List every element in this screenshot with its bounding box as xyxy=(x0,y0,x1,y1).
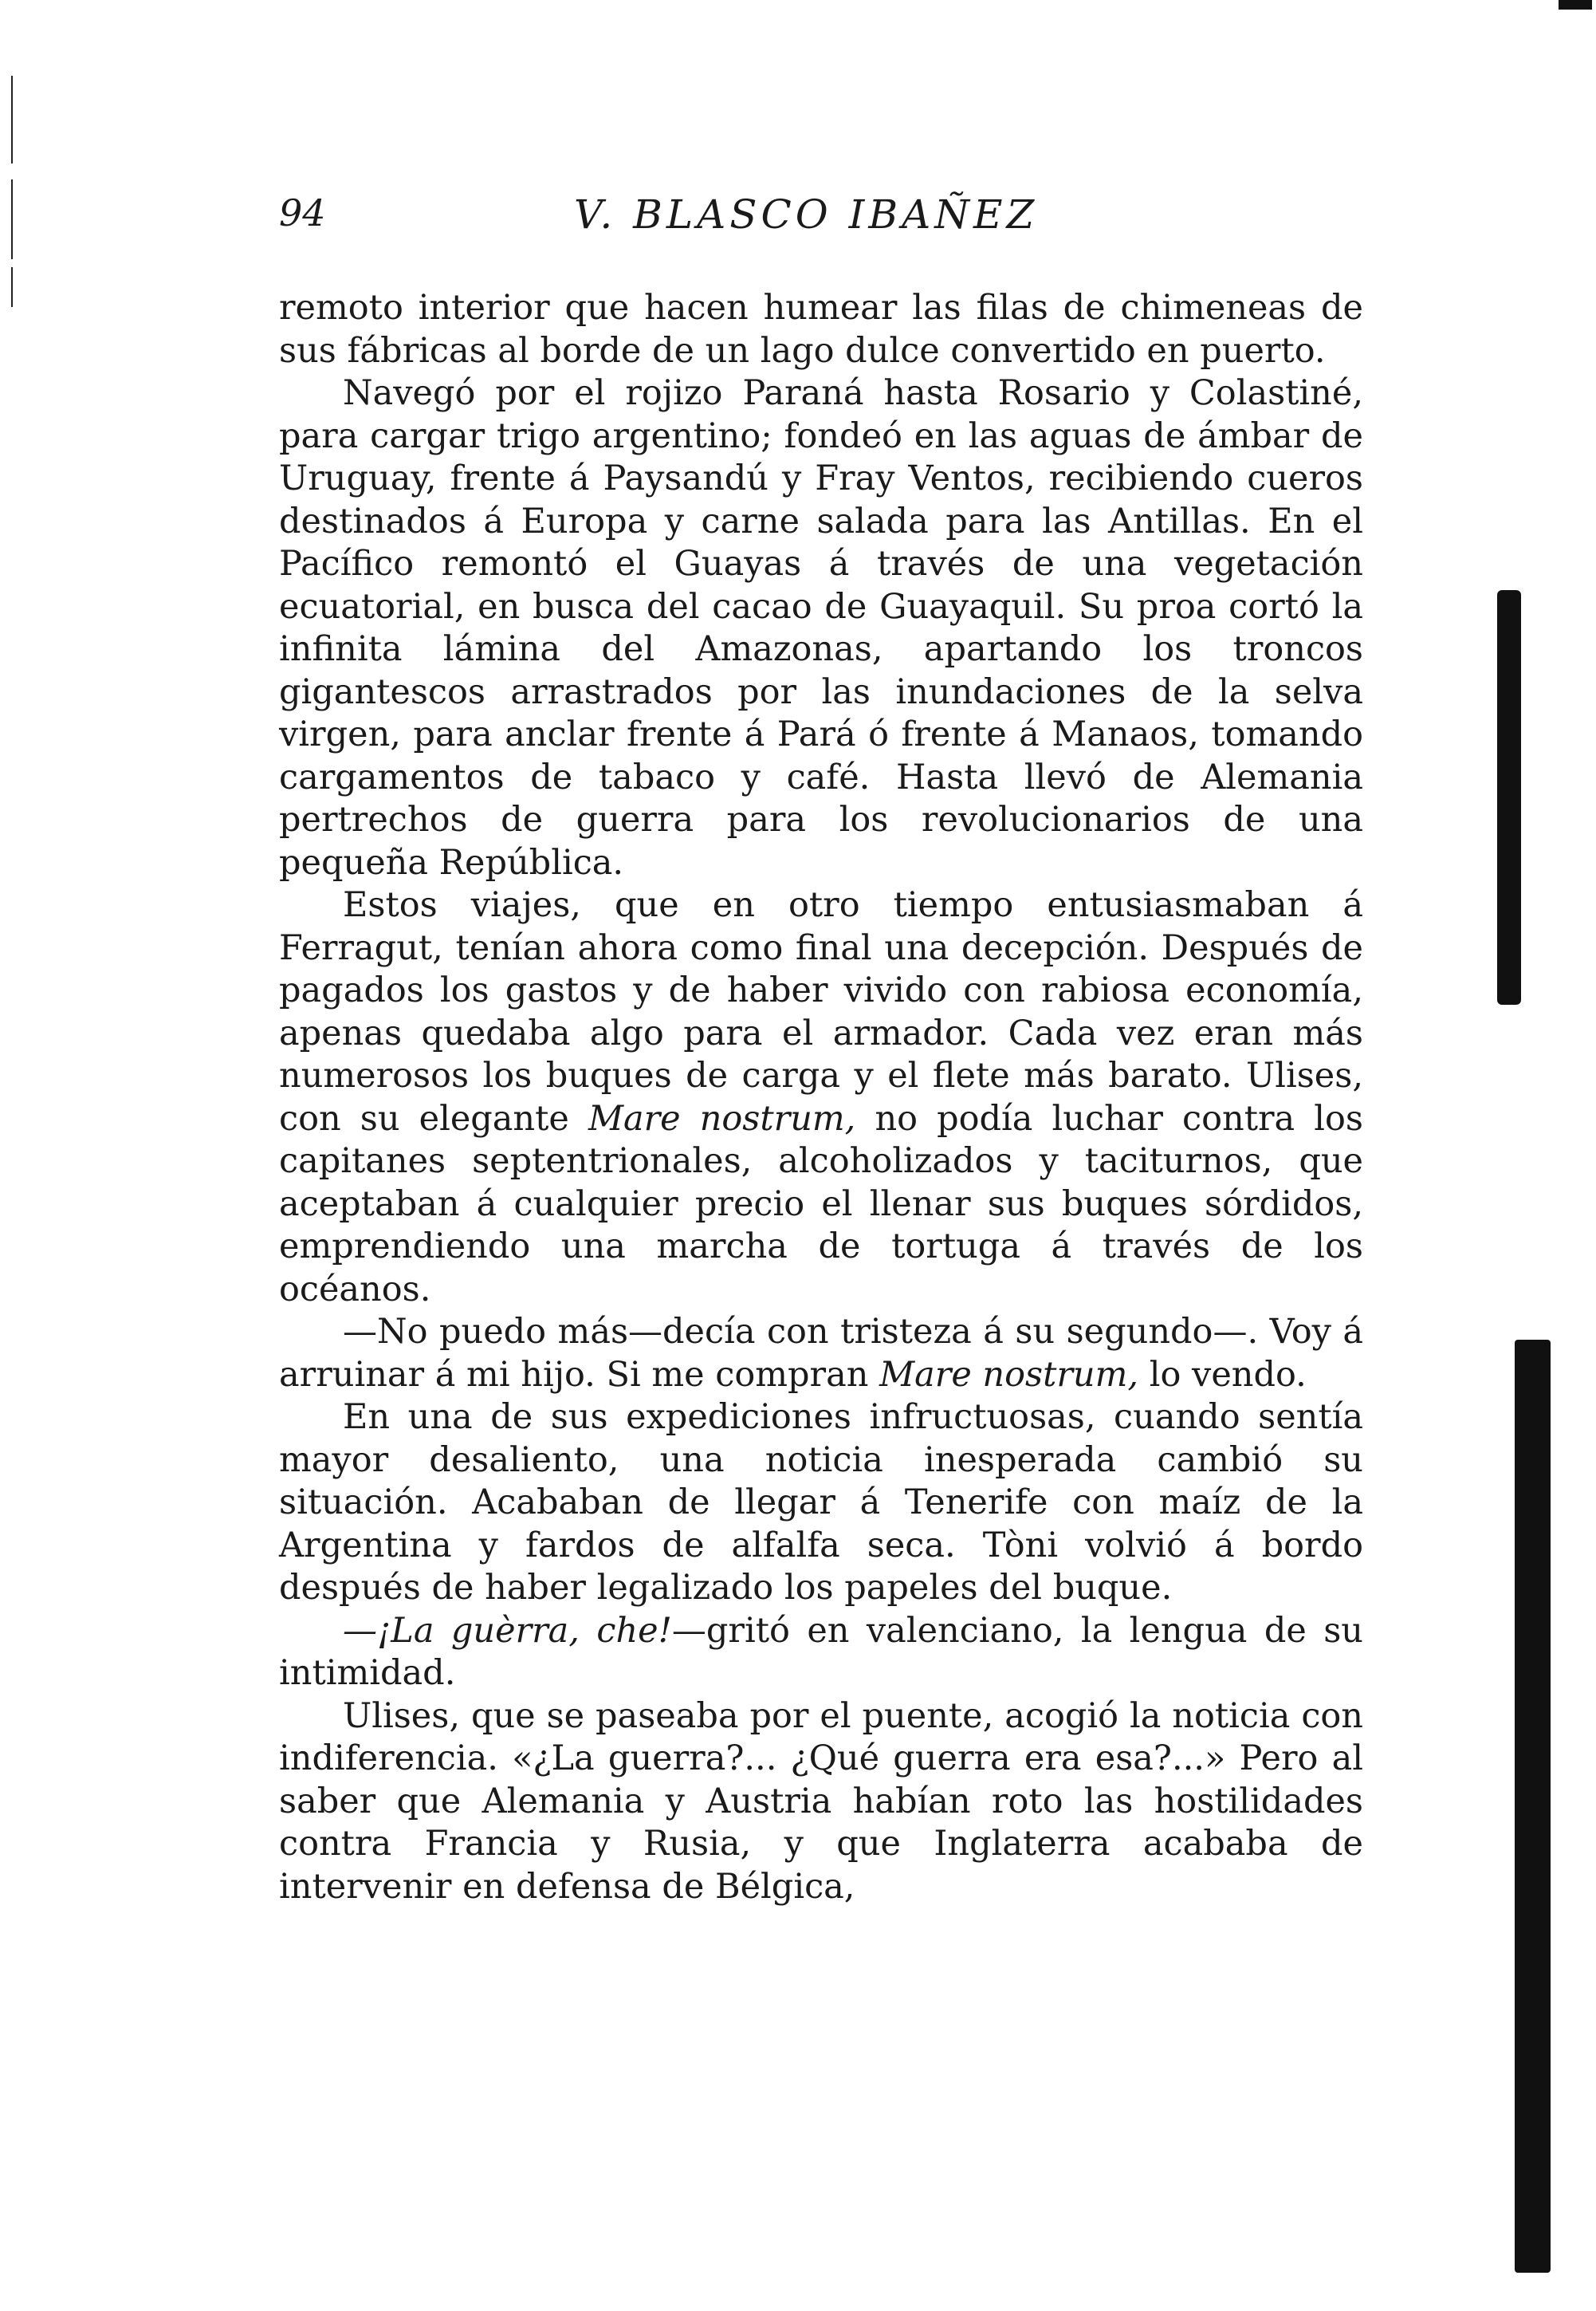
page-number: 94 xyxy=(279,191,326,234)
running-title: V. BLASCO IBAÑEZ xyxy=(574,191,1039,238)
paragraph: En una de sus expediciones infructuosas, cuando sentía mayor desaliento, una noticia inesperada cambió su situación. Acababan de llegar á Tenerife con maíz de la Argentina y fardos de alfalfa seca. Tòni volvió á bordo después de haber legalizado los papeles del buque. xyxy=(279,1397,1363,1608)
scan-edge-shadow xyxy=(1515,1340,1551,2273)
scan-margin-mark xyxy=(11,179,13,259)
paragraph-text: lo vendo. xyxy=(1138,1354,1307,1395)
ship-name: Mare nostrum, xyxy=(588,1098,856,1139)
dialogue-paragraph xyxy=(279,1311,1363,1396)
paragraph-text: Estos viajes, que en otro tiempo entusiasmaban á Ferragut, tenían ahora como final una decepción. Después de pagados los gastos y de haber vivido con rabiosa economía, apenas quedaba algo para el armador. Cada vez eran más numerosos los buques de carga y el flete más barato. Ulises, con su elegante xyxy=(279,885,1363,1139)
ship-name: Mare nostrum, xyxy=(879,1354,1139,1395)
scan-edge-mark xyxy=(1559,0,1592,10)
paragraph: Navegó por el rojizo Paraná hasta Rosario y Colastiné, para cargar trigo argentino; fondeó en las aguas de ámbar de Uruguay, frente á Paysandú y Fray Ventos, recibiendo cueros destinados á Europa y carne salada para las Antillas. En el Pacífico remontó el Guayas á través de una vegetación ecuatorial, en busca del cacao de Guayaquil. Su proa cortó la infinita lámina del Amazonas, apartando los troncos gigantescos arrastrados por las inundaciones de la selva virgen, para anclar frente á Pará ó frente á Manaos, tomando cargamentos de tabaco y café. Hasta llevó de Alemania pertrechos de guerra para los revolucionarios de una pequeña República. xyxy=(279,373,1363,883)
body-text xyxy=(279,287,1363,1908)
paragraph-text: —gritó en valenciano, la lengua de su intimidad. xyxy=(279,1610,1363,1693)
scan-margin-mark xyxy=(11,76,13,163)
page-header xyxy=(279,191,1363,247)
scan-edge-shadow xyxy=(1497,590,1521,1005)
paragraph-text: —No puedo más—decía con tristeza á su segundo—. Voy á arruinar á mi hijo. Si me compran xyxy=(279,1312,1363,1395)
scan-margin-mark xyxy=(11,267,13,307)
paragraph: remoto interior que hacen humear las filas de chimeneas de sus fábricas al borde de un lago dulce convertido en puerto. xyxy=(279,288,1363,371)
paragraph: Ulises, que se paseaba por el puente, acogió la noticia con indiferencia. «¿La guerra?... ¿Qué guerra era esa?...» Pero al saber que Alemania y Austria habían roto las hostilidades contra Francia y Rusia, y que Inglaterra acababa de intervenir en defensa de Bélgica, xyxy=(279,1695,1363,1907)
dialogue-paragraph xyxy=(279,1610,1363,1695)
paragraph xyxy=(279,884,1363,1311)
dialogue-quote: —¡La guèrra, che! xyxy=(343,1610,672,1651)
paragraph-text: no podía luchar contra los capitanes septentrionales, alcoholizados y taciturnos, que aceptaban á cualquier precio el llenar sus buques sórdidos, emprendiendo una marcha de tortuga á través de los océanos. xyxy=(279,1098,1363,1309)
